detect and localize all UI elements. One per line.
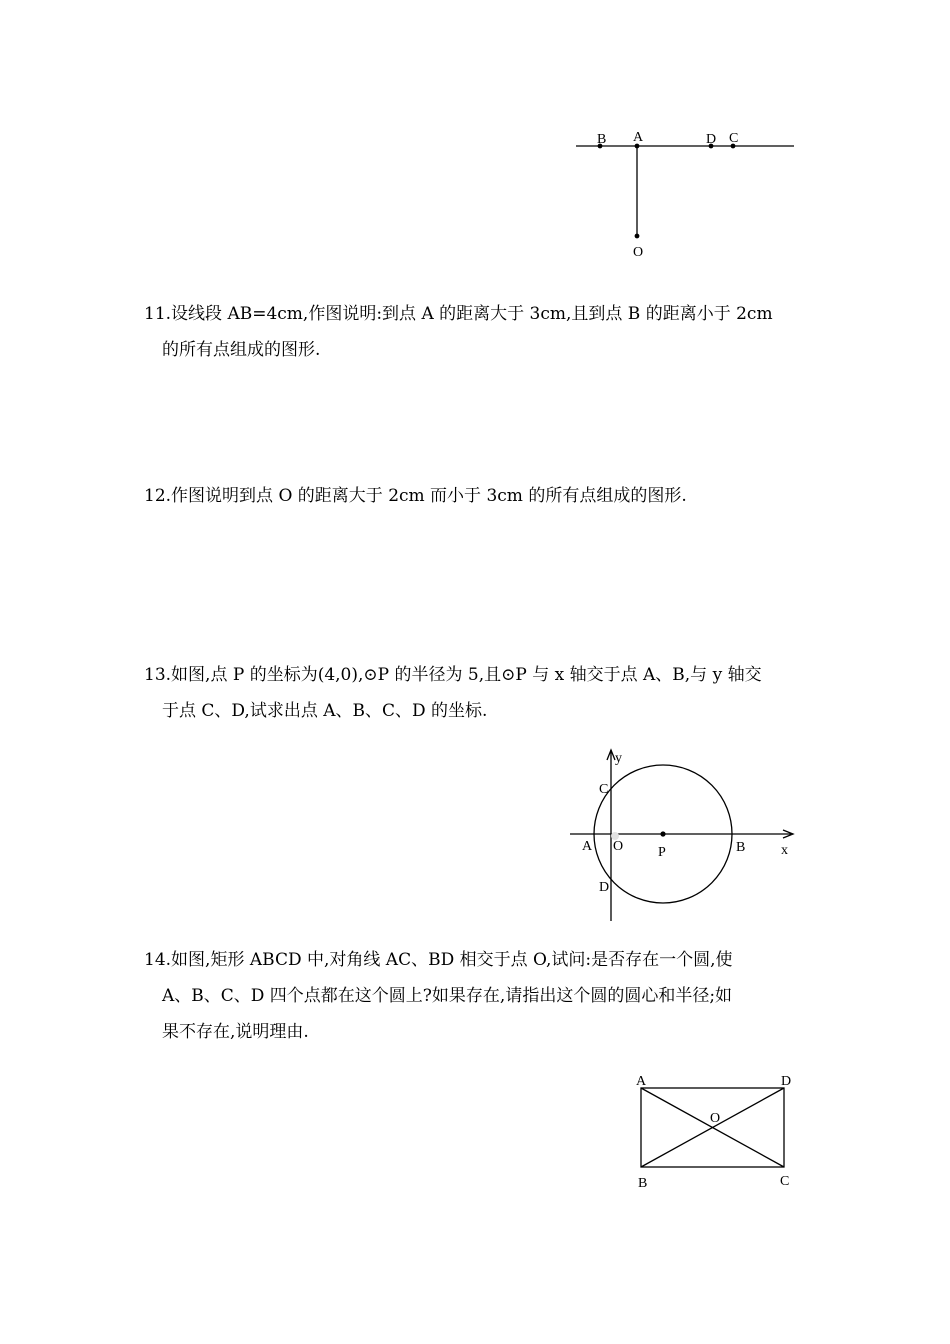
question-11-line1: 设线段 AB=4cm,作图说明:到点 A 的距离大于 3cm,且到点 B 的距离小于 2cm [171, 304, 773, 324]
label-b: B [638, 1176, 648, 1191]
label-o: O [710, 1111, 721, 1126]
label-a: A [582, 839, 593, 854]
question-14-number: 14. [144, 950, 172, 970]
label-c: C [599, 782, 609, 797]
label-y: y [615, 751, 622, 766]
question-14-line2: A、B、C、D 四个点都在这个圆上?如果存在,请指出这个圆的圆心和半径;如 [162, 986, 733, 1006]
question-13 [144, 657, 812, 729]
question-11-number: 11. [144, 304, 172, 324]
question-12-line1: 作图说明到点 O 的距离大于 2cm 而小于 3cm 的所有点组成的图形. [171, 486, 687, 506]
figure-line-points [570, 125, 800, 265]
question-12 [144, 478, 812, 514]
label-d: D [599, 880, 610, 895]
question-13-line2: 于点 C、D,试求出点 A、B、C、D 的坐标. [162, 701, 488, 721]
figure-rectangle-abcd [630, 1068, 800, 1198]
label-o: O [613, 839, 624, 854]
label-d: D [706, 132, 717, 147]
label-a: A [636, 1074, 647, 1089]
question-14 [144, 942, 812, 1050]
label-o: O [633, 245, 644, 260]
label-c: C [729, 131, 739, 146]
question-13-line1: 如图,点 P 的坐标为(4,0),⊙P 的半径为 5,且⊙P 与 x 轴交于点 A、B,与 y 轴交 [171, 665, 762, 685]
label-b: B [597, 132, 607, 147]
label-b: B [736, 840, 746, 855]
question-14-line1: 如图,矩形 ABCD 中,对角线 AC、BD 相交于点 O,试问:是否存在一个圆,使 [171, 950, 733, 970]
question-11-line2: 的所有点组成的图形. [162, 340, 321, 360]
question-13-number: 13. [144, 665, 172, 685]
question-14-line3: 果不存在,说明理由. [162, 1022, 309, 1042]
label-d: D [781, 1074, 792, 1089]
point-o [635, 234, 640, 239]
label-a: A [633, 130, 644, 145]
label-c: C [780, 1174, 790, 1189]
point-p [660, 831, 665, 836]
label-p: P [658, 845, 666, 860]
figure-circle-p [565, 748, 805, 928]
question-11 [144, 296, 812, 368]
label-x: x [781, 843, 788, 858]
question-12-number: 12. [144, 486, 172, 506]
